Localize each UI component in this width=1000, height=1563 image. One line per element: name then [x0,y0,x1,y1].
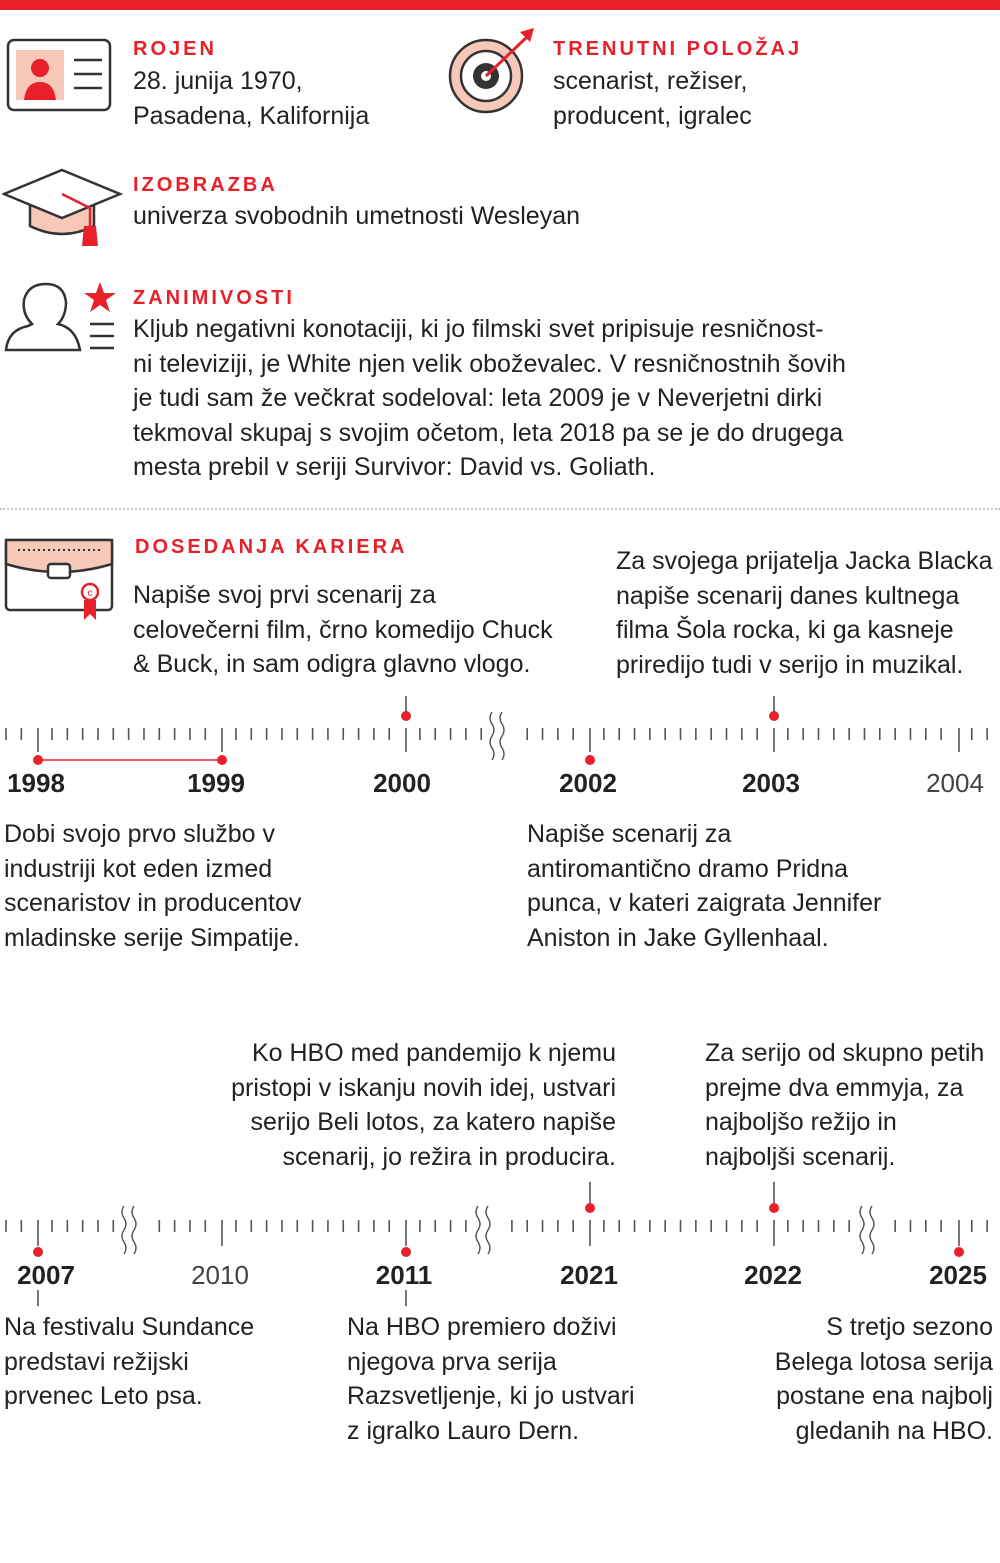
event-2011-text: Na HBO premiero doživi njegova prva serija Razsvetljenje, ki jo ustvari z igralko Lauro Dern. [347,1313,635,1445]
event-dot-1999 [217,755,227,765]
event-2007-text: Na festivalu Sundance predstavi režijski prvenec Leto psa. [4,1313,255,1410]
year-2025: 2025 [929,1260,987,1290]
born-text: 28. junija 1970, Pasadena, Kalifornija [133,67,370,130]
year-2003: 2003 [742,768,800,798]
event-dot-2025 [954,1247,964,1257]
year-2002: 2002 [559,768,617,798]
person-star-icon [4,280,118,354]
trivia-label: ZANIMIVOSTI [133,287,295,309]
event-dot-2000 [401,711,411,721]
year-2004: 2004 [926,768,984,798]
event-dot-2011 [401,1247,411,1257]
year-2022: 2022 [744,1260,802,1290]
event-2025-text: S tretjo sezono Belega lotosa serija postane ena najbolj gledanih na HBO. [774,1313,993,1445]
event-dot-2022 [769,1203,779,1213]
event-2003-text: Za svojega prijatelja Jacka Blacka napiše scenarij danes kultnega filma Šola rocka, ki ga kasneje priredijo tudi v serijo in muzikal. [616,547,993,679]
event-dot-2002 [585,755,595,765]
event-dot-1998 [33,755,43,765]
year-2007: 2007 [17,1260,75,1290]
position-label: TRENUTNI POLOŽAJ [553,38,803,60]
timeline-2 [0,1180,1000,1310]
born-label: ROJEN [133,38,217,60]
education-text: univerza svobodnih umetnosti Wesleyan [133,202,581,230]
event-2021-text: Ko HBO med pandemijo k njemu pristopi v iskanju novih idej, ustvari serijo Beli lotos, za katero napiše scenarij, jo režira in producira. [231,1039,616,1171]
position-text: scenarist, režiser, producent, igralec [553,67,752,130]
year-1998: 1998 [7,768,65,798]
event-dot-2003 [769,711,779,721]
event-2022-text: Za serijo od skupno petih prejme dva emmyja, za najboljšo režijo in najboljši scenarij. [705,1039,985,1171]
graduation-cap-icon [2,168,124,250]
event-dot-2021 [585,1203,595,1213]
year-2021: 2021 [560,1260,618,1290]
timeline-1 [0,690,1000,810]
education-label: IZOBRAZBA [133,174,278,196]
event-1998-text: Dobi svojo prvo službo v industriji kot eden izmed scenaristov in producentov mladinske serije Simpatije. [4,820,302,952]
event-dot-2007 [33,1247,43,1257]
top-accent-bar [0,0,1000,10]
event-2000-text: Napiše svoj prvi scenarij za celovečerni film, črno komedijo Chuck & Buck, in sam odigra glavno vlogo. [133,581,553,678]
timeline-break [122,1206,874,1254]
year-2011: 2011 [375,1260,433,1290]
trivia-text: Kljub negativni konotaciji, ki jo filmski svet pripisuje resničnost- ni televiziji, je White njen velik oboževalec. V resničnostnih šovih je tudi sam že večkrat sodeloval: leta 2009 je v Neverjetni dirki tekmoval skupaj s svojim očetom, leta 2018 pa se je do drugega mesta prebil v seriji Survivor: David vs. Goliath. [133,315,846,481]
year-1999: 1999 [187,768,245,798]
svg-text:c: c [87,588,93,599]
year-2000: 2000 [373,768,431,798]
target-icon [446,26,546,118]
id-card-icon [6,38,112,114]
briefcase-icon [4,538,116,624]
section-divider [0,508,1000,510]
timeline-break [490,712,504,760]
event-2002-text: Napiše scenarij za antiromantično dramo Pridna punca, v kateri zaigrata Jennifer Aniston in Jake Gyllenhaal. [527,820,882,952]
career-label: DOSEDANJA KARIERA [135,536,408,558]
year-2010: 2010 [191,1260,249,1290]
